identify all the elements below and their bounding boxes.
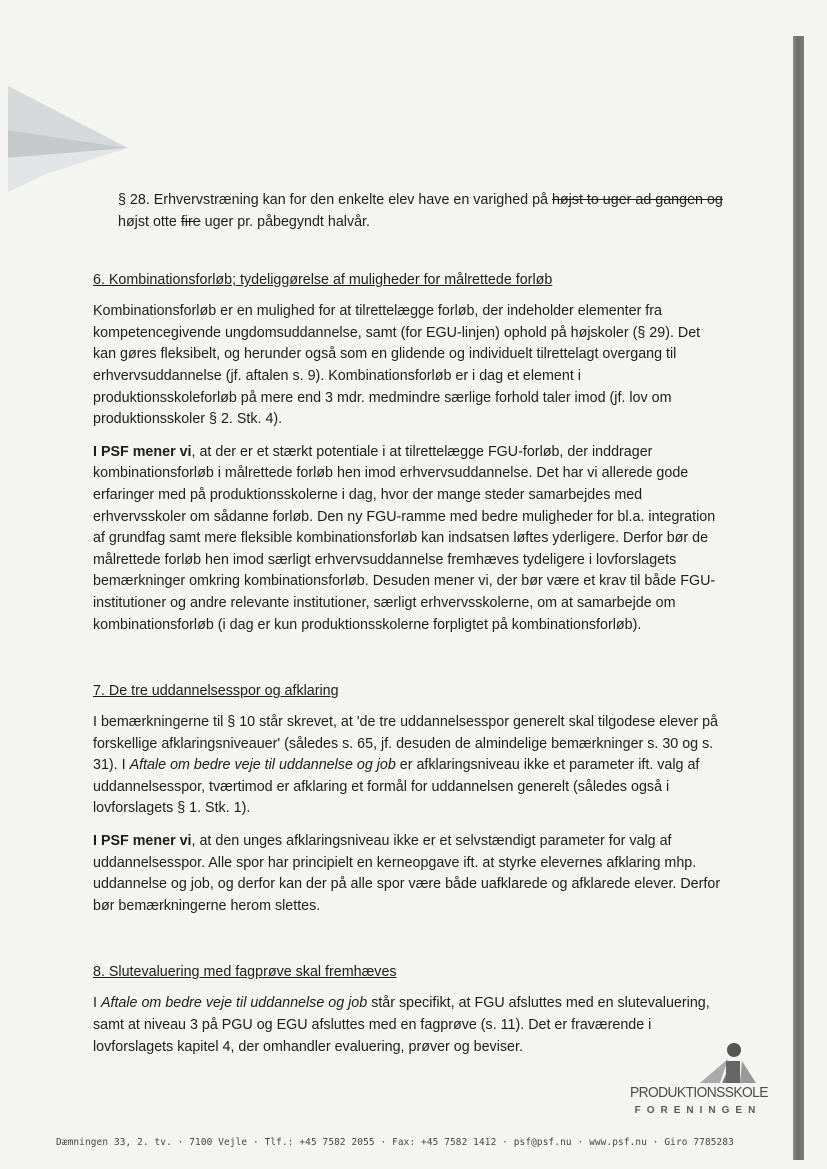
struck-text: fire (180, 213, 201, 230)
struck-text: højst to uger ad gangen og (551, 192, 723, 208)
inserted-text: otte (152, 213, 177, 230)
org-subtitle: FORENINGEN (634, 1105, 762, 1116)
section-8-heading: 8. Slutevaluering med fagprøve skal fremhæves (93, 964, 397, 981)
org-name: PRODUKTIONSSKOLE (630, 1085, 768, 1101)
section-8-paragraph-1: I Aftale om bedre veje til uddannelse og job står specifikt, at FGU afsluttes med en slutevaluering, samt at niveau 3 på PGU og EGU afsluttes med en fagprøve (s. 11). Det er fraværende i lovforslagets kapitel 4, der omhandler evaluering, prøver og beviser. (93, 995, 710, 1055)
section-6-heading: 6. Kombinationsforløb; tydeliggørelse af muligheder for målrettede forløb (93, 272, 553, 289)
section-6-paragraph-1: Kombinationsforløb er en mulighed for at tilrettelægge forløb, der indeholder elementer fra kompetencegivende ungdomsuddannelse, samt (for EGU-linjen) ophold på højskoler (§ 29). Det kan gøres fleksibelt, og herunder også som en glidende og individuelt tilrettelagt overgang til erhvervsuddannelse (jf. aftalen s. 9). Kombinationsforløb er i dag et element i produktionsskoleforløb på mere end 3 mdr. medmindre særlige forhold taler imod (jf. lov om produktionsskoler § 2. Stk. 4). (93, 303, 701, 428)
section-7-heading: 7. De tre uddannelsesspor og afklaring (93, 683, 339, 700)
section-28-paragraph: § 28. Erhvervstræning kan for den enkelte elev have en varighed på højst to uger ad gangen og højst otte fire uger pr. påbegyndt halvår. (118, 192, 723, 230)
footer-contact-line: Dæmningen 33, 2. tv. · 7100 Vejle · Tlf.: +45 7582 2055 · Fax: +45 7582 1412 · psf@psf.nu · www.psf.nu · Giro 7785283 (56, 1137, 734, 1148)
section-7-paragraph-1: I bemærkningerne til § 10 står skrevet, at 'de tre uddannelsesspor generelt skal tilgodese elever på forskellige afklaringsniveauer' (således s. 65, jf. desuden de almindelige bemærkninger s. 30 og s. 31). I Aftale om bedre veje til uddannelse og job er afklaringsniveau ikke et parameter ift. valg af uddannelsesspor, tværtimod er afklaring et formål for uddannelsen generelt (således også i lovforslagets § 1. Stk. 1). (93, 714, 718, 817)
scan-edge-bar (793, 36, 804, 1160)
paper-plane-logo-icon (6, 84, 130, 196)
document-body (93, 190, 724, 1069)
section-6-paragraph-2: I PSF mener vi, at der er et stærkt potentiale i at tilrettelægge FGU-forløb, der inddrager kombinationsforløb i målrettede forløb hen imod erhvervsuddannelse. Det har vi allerede gode erfaringer med på produktionsskolerne i dag, hvor der mange steder samarbejdes med erhvervsskoler om sådanne forløb. Den ny FGU-ramme med bedre muligheder for bl.a. integration af grundfag samt mere fleksible kombinationsforløb kan indsatsen løftes yderligere. Derfor bør de målrettede forløb hen imod særligt erhvervsuddannelse fremhæves tydeligere i lovforslagets bemærkninger omkring kombinationsforløb. Desuden mener vi, der bør være et krav til både FGU-institutioner og andre relevante institutioner, særligt erhvervsskolerne, om at samarbejde om kombinationsforløb (i dag er kun produktionsskolerne forpligtet på kombinationsforløb). (93, 443, 716, 633)
section-7-paragraph-2: I PSF mener vi, at den unges afklaringsniveau ikke er et selvstændigt parameter for valg af uddannelsesspor. Alle spor har principielt en kerneopgave ift. at styrke elevernes afklaring mhp. uddannelse og job, og derfor kan der på alle spor være både uafklarede og afklarede elever. Derfor bør bemærkningerne herom slettes. (93, 833, 721, 914)
